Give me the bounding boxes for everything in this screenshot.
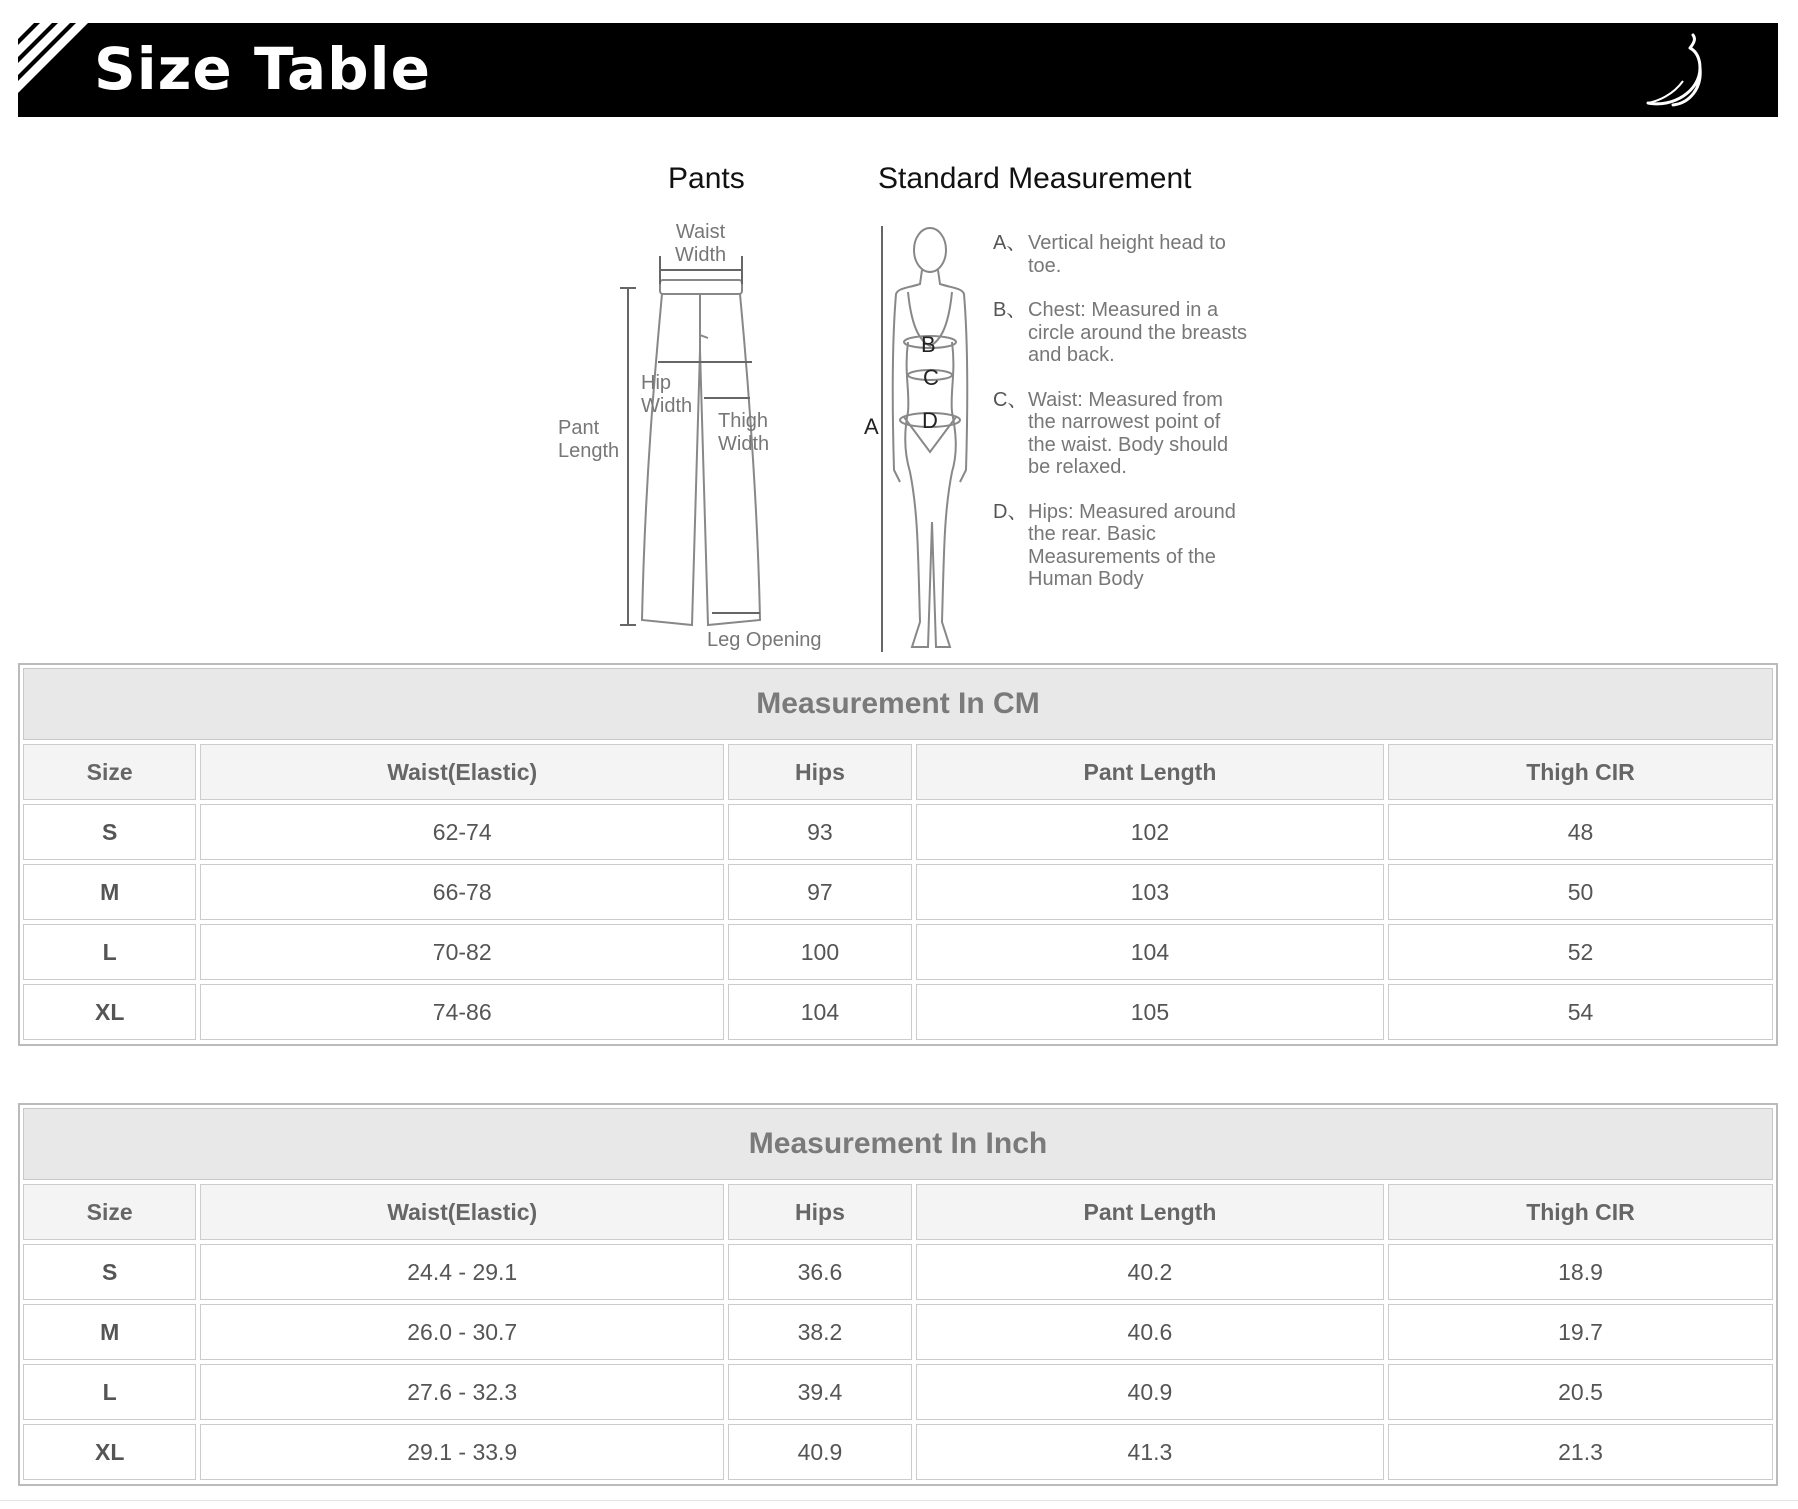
column-header: Hips: [728, 1184, 912, 1240]
table-row: [23, 1424, 1773, 1480]
standard-measurement-title: Standard Measurement: [878, 162, 1192, 195]
table-cell: 27.6 - 32.3: [200, 1364, 724, 1420]
table-cell: 19.7: [1388, 1304, 1773, 1360]
table-cell: 40.9: [728, 1424, 912, 1480]
table-caption: Measurement In Inch: [23, 1108, 1773, 1180]
definition-d: D、 Hips: Measured around the rear. Basic Measurements of the Human Body: [993, 500, 1236, 590]
table-cell: 97: [728, 864, 912, 920]
table-caption: Measurement In CM: [23, 668, 1773, 740]
table-cell: 50: [1388, 864, 1773, 920]
header-banner: [18, 23, 1778, 117]
table-cell: 18.9: [1388, 1244, 1773, 1300]
table-cell: 21.3: [1388, 1424, 1773, 1480]
bottom-divider: [0, 1500, 1798, 1501]
measurement-definitions: [993, 232, 1253, 613]
column-header: Thigh CIR: [1388, 744, 1773, 800]
pants-diagram: [600, 220, 800, 640]
table-cell: 93: [728, 804, 912, 860]
table-cell: 103: [916, 864, 1384, 920]
column-header: Waist(Elastic): [200, 1184, 724, 1240]
table-cell: 70-82: [200, 924, 724, 980]
pant-length-label: Pant Length: [558, 417, 620, 462]
table-row: [23, 804, 1773, 860]
size-cell: M: [23, 864, 196, 920]
table-cell: 40.2: [916, 1244, 1384, 1300]
figure-letter-c: C: [923, 365, 939, 390]
column-header: Pant Length: [916, 744, 1384, 800]
table-row: [23, 864, 1773, 920]
table-cell: 20.5: [1388, 1364, 1773, 1420]
figure-letter-a: A: [864, 414, 879, 439]
table-cell: 36.6: [728, 1244, 912, 1300]
table-cell: 41.3: [916, 1424, 1384, 1480]
table-cell: 39.4: [728, 1364, 912, 1420]
table-row: [23, 984, 1773, 1040]
table-cell: 54: [1388, 984, 1773, 1040]
table-header-row: [23, 744, 1773, 800]
table-cell: 104: [728, 984, 912, 1040]
size-cell: M: [23, 1304, 196, 1360]
table-row: [23, 924, 1773, 980]
definition-a: A、 Vertical height head to toe.: [993, 232, 1226, 277]
column-header: Pant Length: [916, 1184, 1384, 1240]
table-row: [23, 1244, 1773, 1300]
column-header: Size: [23, 1184, 196, 1240]
table-cell: 52: [1388, 924, 1773, 980]
table-header-row: [23, 1184, 1773, 1240]
table-cell: 62-74: [200, 804, 724, 860]
definition-b: B、 Chest: Measured in a circle around the breasts and back.: [993, 299, 1248, 366]
table-cell: 48: [1388, 804, 1773, 860]
size-cell: L: [23, 1364, 196, 1420]
column-header: Waist(Elastic): [200, 744, 724, 800]
pants-diagram-title: Pants: [668, 162, 745, 195]
table-row: [23, 1364, 1773, 1420]
table-cell: 40.9: [916, 1364, 1384, 1420]
column-header: Hips: [728, 744, 912, 800]
table-cell: 38.2: [728, 1304, 912, 1360]
thigh-width-label: Thigh Width: [718, 410, 770, 455]
column-header: Thigh CIR: [1388, 1184, 1773, 1240]
table-cell: 105: [916, 984, 1384, 1040]
table-cell: 24.4 - 29.1: [200, 1244, 724, 1300]
size-cell: XL: [23, 984, 196, 1040]
figure-letter-b: B: [921, 332, 936, 357]
figure-letter-d: D: [922, 408, 938, 433]
page-title: Size Table: [94, 35, 431, 103]
table-cell: 40.6: [916, 1304, 1384, 1360]
leg-opening-label: Leg Opening: [707, 629, 822, 651]
size-table-cm: [18, 663, 1778, 1046]
table-cell: 102: [916, 804, 1384, 860]
waist-width-label: Waist Width: [675, 221, 727, 266]
size-cell: L: [23, 924, 196, 980]
table-row: [23, 1304, 1773, 1360]
column-header: Size: [23, 744, 196, 800]
table-cell: 104: [916, 924, 1384, 980]
size-table-inch: [18, 1103, 1778, 1486]
table-cell: 100: [728, 924, 912, 980]
table-cell: 26.0 - 30.7: [200, 1304, 724, 1360]
size-cell: S: [23, 804, 196, 860]
table-cell: 29.1 - 33.9: [200, 1424, 724, 1480]
table-cell: 66-78: [200, 864, 724, 920]
definition-c: C、 Waist: Measured from the narrowest point of the waist. Body should be relaxed.: [993, 388, 1229, 478]
chili-pepper-icon: [1638, 33, 1718, 113]
size-cell: S: [23, 1244, 196, 1300]
size-cell: XL: [23, 1424, 196, 1480]
table-cell: 74-86: [200, 984, 724, 1040]
hip-width-label: Hip Width: [641, 372, 693, 417]
body-figure-diagram: [870, 222, 980, 660]
